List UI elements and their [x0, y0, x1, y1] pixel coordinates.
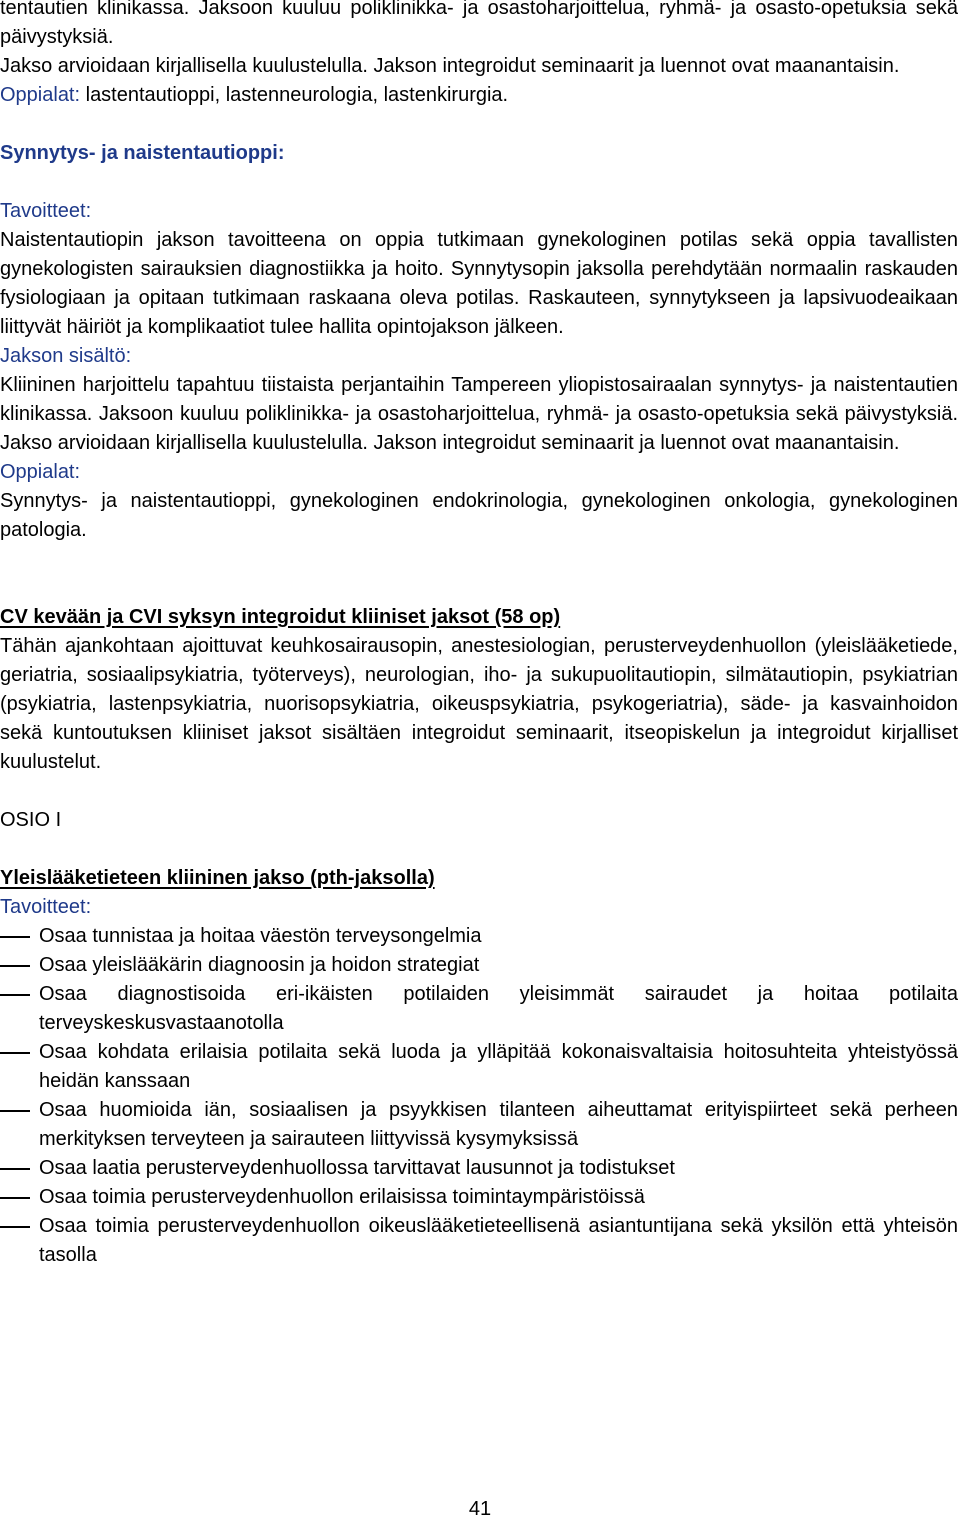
yleislaaketiede-tavoitteet-label: Tavoitteet: — [0, 896, 92, 918]
synnytys-oppialat-label: Oppialat: — [0, 461, 81, 483]
synnytys-tavoitteet-label: Tavoitteet: — [0, 200, 92, 222]
dash-bullet-icon — [0, 994, 30, 996]
list-item: Osaa huomioida iän, sosiaalisen ja psyykkisen tilanteen aiheuttamat erityispiirteet sekä perheen merkityksen terveyteen ja sairauteen liittyvissä kysymyksissä — [0, 1096, 958, 1154]
synnytys-sisalto-label: Jakson sisältö: — [0, 345, 132, 367]
top-fragment-paragraph-1: tentautien klinikassa. Jaksoon kuuluu poliklinikka- ja osastoharjoittelua, ryhmä- ja osasto-opetuksia sekä päivystyksiä. — [0, 0, 958, 48]
dash-bullet-icon — [0, 1052, 30, 1054]
cv-cvi-text: Tähän ajankohtaan ajoittuvat keuhkosairausopin, anestesiologian, perusterveydenhuollon (yleislääketiede, geriatria, sosiaalipsykiatria, työterveys), neurologian, iho- ja sukupuolitautiopin, silmätautiopin, psykiatrian (psykiatria, lastenpsykiatria, nuorisopsykiatria, oikeuspsykiatria, psykogeriatria), säde- ja kasvainhoidon sekä kuntoutuksen kliiniset jaksot sisältäen integroidut seminaarit, itseopiskelun ja integroidut kirjalliset kuulustelut. — [0, 635, 958, 773]
dash-bullet-icon — [0, 965, 30, 967]
synnytys-section-title: Synnytys- ja naistentautioppi: — [0, 142, 285, 164]
yleislaaketiede-section-title: Yleislääketieteen kliininen jakso (pth-jaksolla) — [0, 867, 435, 889]
list-item: Osaa kohdata erilaisia potilaita sekä luoda ja ylläpitää kokonaisvaltaisia hoitosuhteita yhteistyössä heidän kanssaan — [0, 1038, 958, 1096]
synnytys-oppialat-text: Synnytys- ja naistentautioppi, gynekologinen endokrinologia, gynekologinen onkologia, gynekologinen patologia. — [0, 490, 958, 541]
cv-cvi-section-title: CV kevään ja CVI syksyn integroidut kliiniset jaksot (58 op) — [0, 606, 561, 628]
list-item: Osaa toimia perusterveydenhuollon erilaisissa toimintaympäristöissä — [0, 1183, 958, 1212]
top-fragment-paragraph-2: Jakso arvioidaan kirjallisella kuulustelulla. Jakson integroidut seminaarit ja luennot ovat maanantaisin. — [0, 55, 900, 77]
list-item: Osaa yleislääkärin diagnoosin ja hoidon strategiat — [0, 951, 958, 980]
page-number: 41 — [468, 1498, 492, 1520]
oppialat-text: lastentautioppi, lastenneurologia, lastenkirurgia. — [80, 84, 509, 106]
dash-bullet-icon — [0, 1110, 30, 1112]
dash-bullet-icon — [0, 936, 30, 938]
dash-bullet-icon — [0, 1197, 30, 1199]
synnytys-tavoitteet-text: Naistentautiopin jakson tavoitteena on oppia tutkimaan gynekologinen potilas sekä oppia tavallisten gynekologisten sairauksien diagnostiikka ja hoito. Synnytysopin jaksolla perehdytään normaalin raskauden fysiologiaan ja opitaan tutkimaan raskaana oleva potilas. Raskauteen, synnytykseen ja lapsivuodeaikaan liittyvät häiriöt ja komplikaatiot tulee hallita opintojakson jälkeen. — [0, 229, 958, 338]
yleislaaketiede-tavoitteet-list — [0, 922, 958, 1270]
osio-label: OSIO I — [0, 809, 62, 831]
dash-bullet-icon — [0, 1168, 30, 1170]
list-item: Osaa tunnistaa ja hoitaa väestön terveysongelmia — [0, 922, 958, 951]
synnytys-sisalto-text: Kliininen harjoittelu tapahtuu tiistaista perjantaihin Tampereen yliopistosairaalan synnytys- ja naistentautien klinikassa. Jaksoon kuuluu poliklinikka- ja osastoharjoittelua, ryhmä- ja osasto-opetuksia sekä päivystyksiä. Jakso arvioidaan kirjallisella kuulustelulla. Jakson integroidut seminaarit ja luennot ovat maanantaisin. — [0, 374, 958, 454]
oppialat-label: Oppialat: — [0, 84, 81, 106]
list-item: Osaa diagnostisoida eri-ikäisten potilaiden yleisimmät sairaudet ja hoitaa potilaita terveyskeskusvastaanotolla — [0, 980, 958, 1038]
dash-bullet-icon — [0, 1226, 30, 1228]
list-item: Osaa toimia perusterveydenhuollon oikeuslääketieteellisenä asiantuntijana sekä yksilön että yhteisön tasolla — [0, 1212, 958, 1270]
top-fragment-oppialat — [0, 81, 958, 110]
list-item: Osaa laatia perusterveydenhuollossa tarvittavat lausunnot ja todistukset — [0, 1154, 958, 1183]
